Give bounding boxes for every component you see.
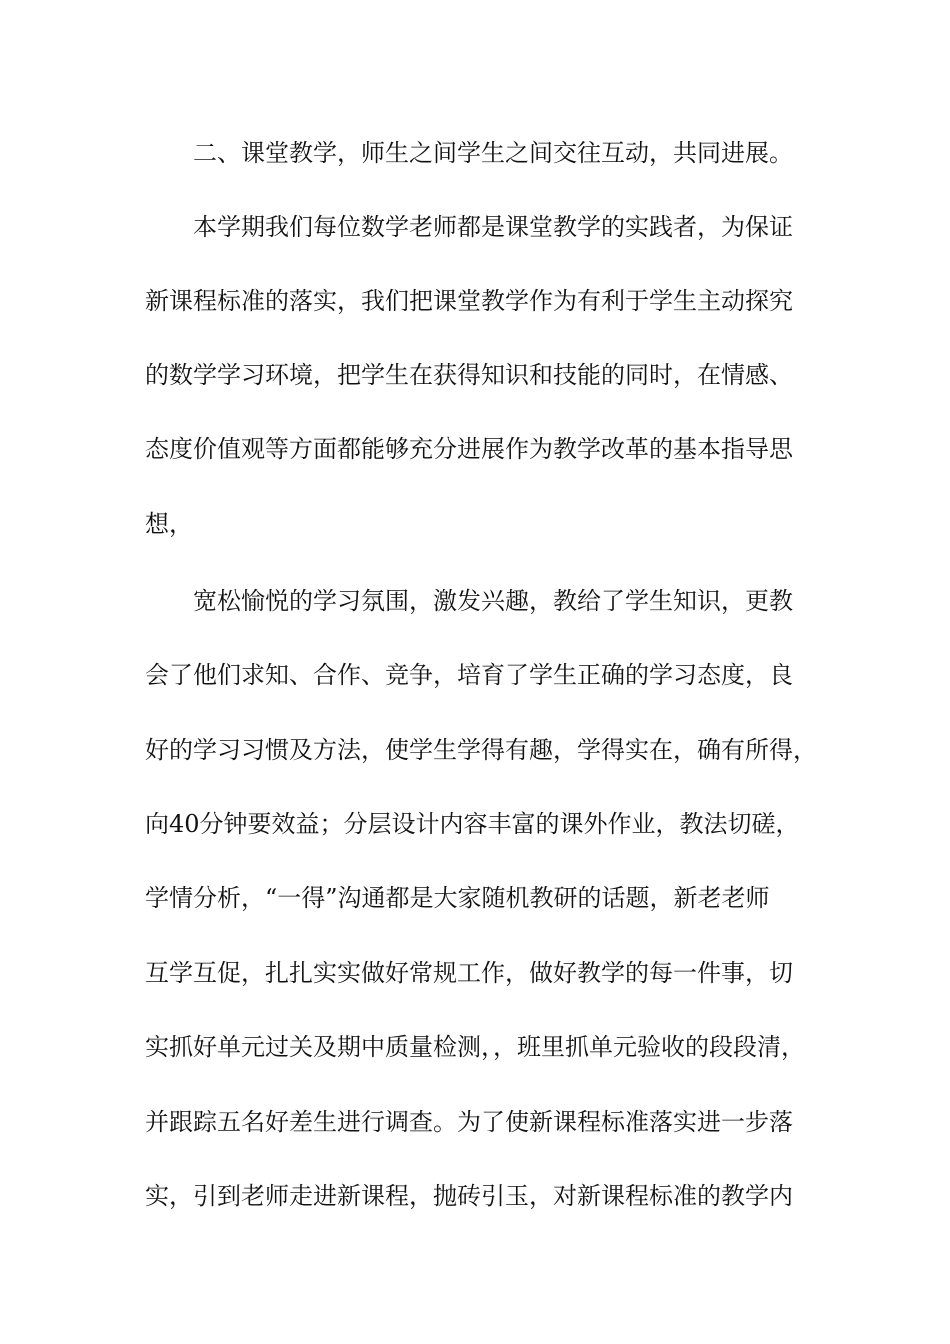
- paragraph-line: 宽松愉悦的学习氛围，激发兴趣，教给了学生知识，更教: [193, 587, 793, 615]
- paragraph-line: 态度价值观等方面都能够充分进展作为教学改革的基本指导思: [145, 435, 793, 463]
- paragraph-line: 想，: [145, 510, 193, 538]
- paragraph-line: 互学互促，扎扎实实做好常规工作，做好教学的每一件事，切: [145, 959, 793, 987]
- paragraph-line: 本学期我们每位数学老师都是课堂教学的实践者，为保证: [193, 213, 793, 241]
- paragraph-line: 并跟踪五名好差生进行调查。为了使新课程标准落实进一步落: [145, 1108, 793, 1136]
- paragraph-line: 实，引到老师走进新课程，抛砖引玉，对新课程标准的教学内: [145, 1182, 793, 1210]
- paragraph-line: 会了他们求知、合作、竞争，培育了学生正确的学习态度，良: [145, 661, 793, 689]
- paragraph-line: 学情分析，“一得”沟通都是大家随机教研的话题，新老老师: [145, 884, 770, 912]
- paragraph-line: 实抓好单元过关及期中质量检测，，班里抓单元验收的段段清，: [145, 1033, 805, 1061]
- section-heading: 二、课堂教学，师生之间学生之间交往互动，共同进展。: [193, 139, 793, 167]
- paragraph-line: 新课程标准的落实，我们把课堂教学作为有利于学生主动探究: [145, 287, 793, 315]
- paragraph-line: 的数学学习环境，把学生在获得知识和技能的同时，在情感、: [145, 361, 793, 389]
- paragraph-line: 向40分钟要效益；分层设计内容丰富的课外作业，教法切磋，: [145, 810, 800, 838]
- paragraph-line: 好的学习习惯及方法，使学生学得有趣，学得实在，确有所得，: [145, 736, 817, 764]
